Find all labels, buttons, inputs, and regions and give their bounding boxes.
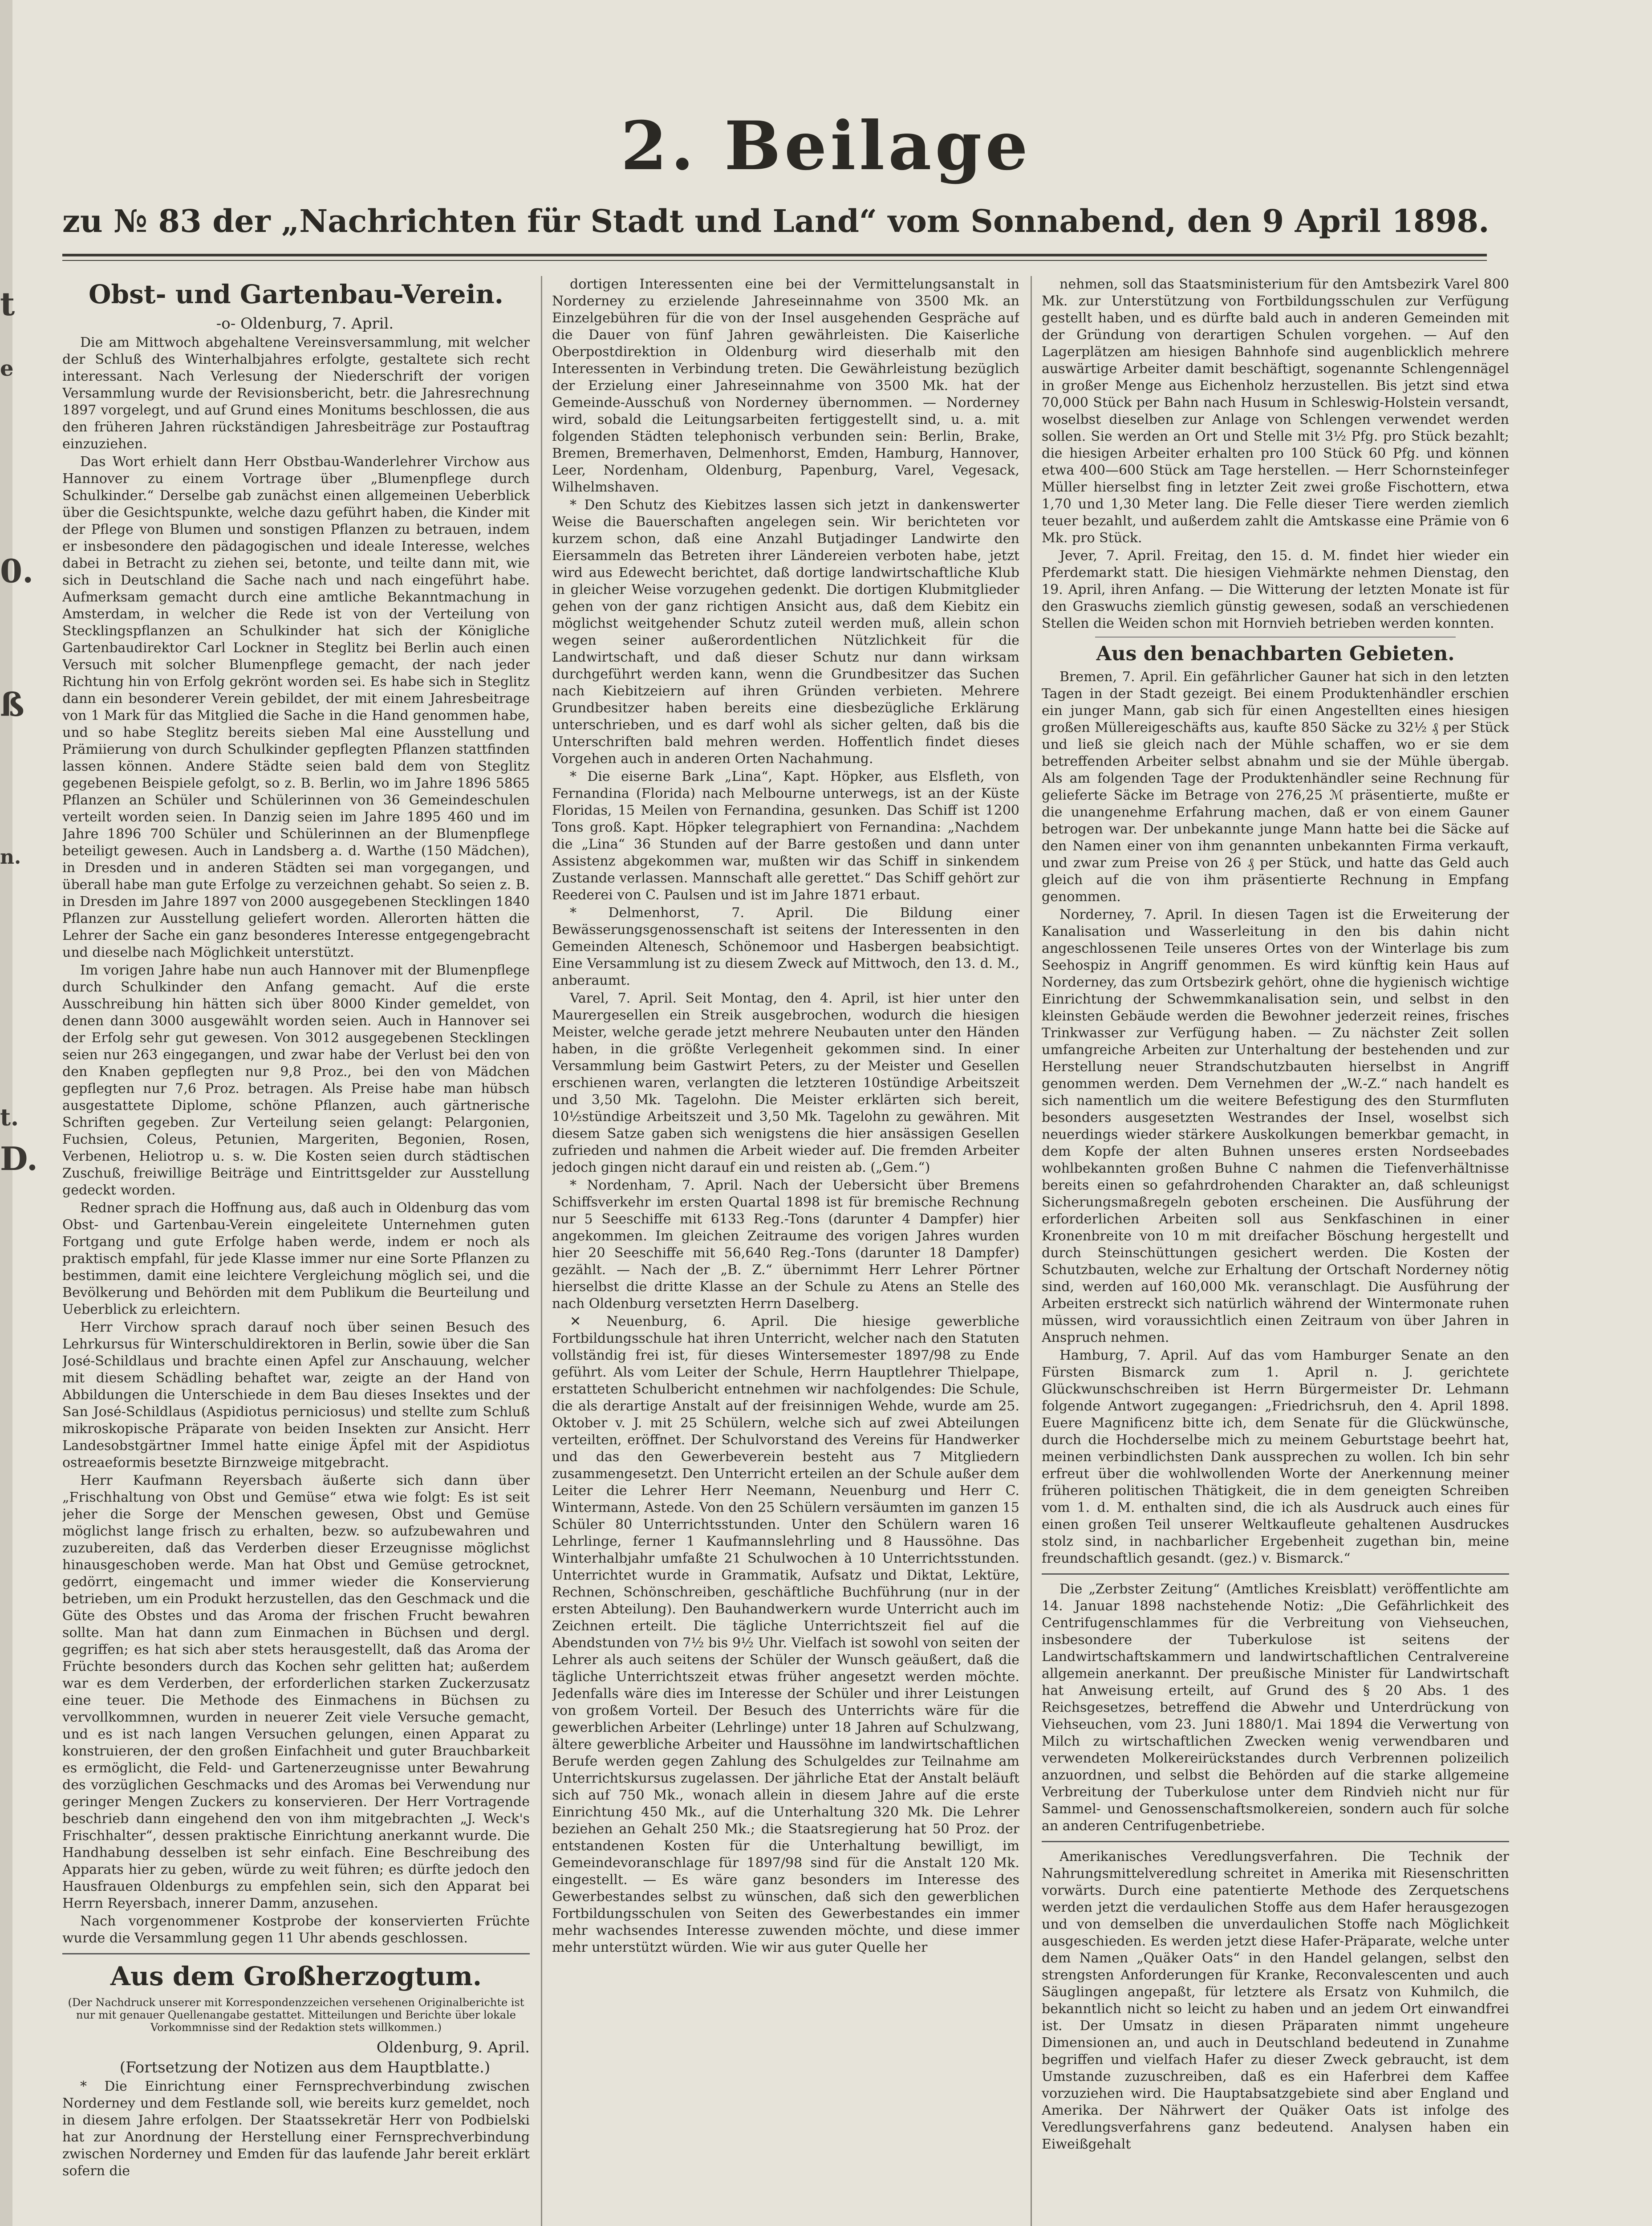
column-3 [1042, 276, 1509, 2226]
section-rule [1095, 637, 1456, 638]
bleed-glyph: t [0, 285, 15, 323]
section-heading: Aus dem Großherzogtum. [110, 1961, 482, 1991]
article-paragraph: Die am Mittwoch abgehaltene Vereinsversammlung, mit welcher der Schluß des Winterhalbjahres erfolgte, gestaltete sich recht interessant. Nach Verlesung der Niederschrift der vorigen Versammlung wurde der Revisionsbericht, betr. die Jahresrechnung 1897 vorgelegt, und auf Grund eines Monitums beschlossen, die aus den früheren Jahren rückständigen Jahresbeiträge zur Postauftrag einzuziehen. [62, 335, 530, 452]
section-rule [62, 1953, 530, 1954]
article-paragraph: nehmen, soll das Staatsministerium für den Amtsbezirk Varel 800 Mk. zur Unterstützung von Fortbildungsschulen zur Verfügung gestellt haben, und es dürfte bald auch in anderen Gemeinden mit der Gründung von derartigen Schulen vorgehen. — Auf den Lagerplätzen am hiesigen Bahnhofe sind augenblicklich mehrere auswärtige Arbeiter damit beschäftigt, sogenannte Schlengennägel in großer Menge aus Eichenholz herzustellen. Bis jetzt sind etwa 70,000 Stück per Bahn nach Husum in Schleswig-Holstein versandt, woselbst dieselben zur Anlage von Schlengen verwendet werden sollen. Sie werden an Ort und Stelle mit 3½ Pfg. pro Stück bezahlt; die hiesigen Arbeiter erhalten pro 100 Stück 60 Pfg. und können etwa 400—600 Stück am Tage herstellen. — Herr Schornsteinfeger Müller hierselbst fing in letzter Zeit zwei große Fischottern, etwa 1,70 und 1,30 Meter lang. Die Felle dieser Tiere werden ziemlich teuer bezahlt, und außerdem zahlt die Amtskasse eine Prämie von 6 Mk. pro Stück. [1042, 276, 1509, 546]
section-rule [1042, 1841, 1509, 1842]
bleed-glyph: 0. [0, 552, 34, 590]
article-paragraph: Das Wort erhielt dann Herr Obstbau-Wanderlehrer Virchow aus Hannover zu einem Vortrage über „Blumenpflege durch Schulkinder.“ Derselbe gab zunächst einen allgemeinen Ueberblick über die Gesichtspunkte, welche dazu geführt haben, die Kinder mit der Pflege von Blumen und sonstigen Pflanzen zu betrauen, indem er insbesondere den pädagogischen und ideale Interesse, welches dabei in Betracht zu ziehen sei, betonte, und teilte dann mit, wie sich in Deutschland die Sache nach und nach eingeführt habe. Aufmerksam gemacht durch eine amtliche Bekanntmachung in Amsterdam, in welcher die Rede ist von der Verteilung von Stecklingspflanzen an Schulkinder hat sich der Königliche Gartenbaudirektor Carl Lockner in Steglitz bei Berlin auch einen Versuch mit solcher Blumenpflege gemacht, der nach jeder Richtung hin von Erfolg gekrönt worden sei. Es habe sich in Steglitz dann ein besonderer Verein gebildet, der mit einem Jahresbeitrage von 1 Mark für das Mitglied die Sache in die Hand genommen habe, und so habe Steglitz bereits sieben Mal eine Ausstellung und Prämiierung von durch Schulkinder gepflegten Pflanzen stattfinden lassen können. Andere Städte seien bald dem von Steglitz gegebenen Beispiele gefolgt, so z. B. Berlin, wo im Jahre 1896 5865 Pflanzen an Schüler und Schülerinnen von 36 Gemeindeschulen verteilt worden seien. In Danzig seien im Jahre 1895 460 und im Jahre 1896 700 Schüler und Schülerinnen an der Blumenpflege beteiligt gewesen. Auch in Landsberg a. d. Warthe (150 Mädchen), in Dresden und in anderen Städten sei man vorgegangen, und überall habe man gute Erfolge zu verzeichnen gehabt. So seien z. B. in Dresden im Jahre 1897 von 2000 ausgegebenen Stecklingen 1840 Pflanzen zur Ausstellung geliefert worden. Allerorten hätten die Lehrer der Sache ein ganz besonderes Interesse entgegengebracht und dieselbe nach Möglichkeit unterstützt. [62, 454, 530, 960]
article-paragraph: * Den Schutz des Kiebitzes lassen sich jetzt in dankenswerter Weise die Bauerschaften angelegen sein. Wir berichteten vor kurzem schon, daß eine Anzahl Butjadinger Landwirte den Eiersammeln das Betreten ihrer Ländereien verboten habe, jetzt wird aus Edewecht berichtet, daß dortige landwirtschaftliche Klub in gleicher Weise vorzugehen gedenkt. Die dortigen Klubmitglieder gehen von der ganz richtigen Ansicht aus, daß dem Kiebitz ein möglichst weitgehender Schutz zuteil werden muß, allein schon wegen seiner außerordentlichen Nützlichkeit für die Landwirtschaft, und daß dieser Schutz nur dann wirksam durchgeführt werden kann, wenn die Grundbesitzer das Suchen nach Kiebitzeiern auf ihren Gründen verbieten. Mehrere Grundbesitzer haben bereits eine diesbezügliche Erklärung unterschrieben, und es darf wohl als sicher gelten, daß bis die Unterschriften bald mehren werden. Hoffentlich findet dieses Vorgehen auch in anderen Orten Nachahmung. [552, 497, 1019, 767]
bleed-glyph: e [0, 356, 14, 381]
article-paragraph: Herr Kaufmann Reyersbach äußerte sich dann über „Frischhaltung von Obst und Gemüse“ etwa wie folgt: Es ist seit jeher die Sorge der Menschen gewesen, Obst und Gemüse möglichst lange frisch zu erhalten, bezw. so aufzubewahren und zuzubereiten, daß das Verderben dieser Erzeugnisse möglichst hinausgeschoben werde. Man hat Obst und Gemüse getrocknet, gedörrt, eingemacht und immer wieder die Konservierung betrieben, um ein Produkt herzustellen, das den Geschmack und die Güte des Obstes und das Aroma der frischen Frucht bewahren sollte. Man hat dann zum Einmachen in Büchsen und dergl. gegriffen; es hat sich aber stets herausgestellt, daß das Aroma der Früchte besonders durch das Kochen sehr gelitten hat; außerdem war es dem Verderben, der erforderlichen starken Zuckerzusatz eine teuer. Die Methode des Einmachens in Büchsen zu vervollkommnen, wurden in neuerer Zeit viele Versuche gemacht, und es ist nach langen Versuchen gelungen, einen Apparat zu konstruieren, der den großen Einfachheit und guter Brauchbarkeit es ermöglicht, die Feld- und Gartenerzeugnisse unter Bewahrung des vorzüglichen Geschmacks und des Aromas bei Verwendung nur geringer Mengen Zuckers zu konservieren. Der Herr Vortragende beschrieb dann eingehend den von ihm mitgebrachten „J. Weck's Frischhalter“, dessen praktische Einrichtung anerkannt wurde. Die Handhabung desselben ist sehr einfach. Eine Beschreibung des Apparats hier zu geben, würde zu weit führen; es dürfte jedoch den Hausfrauen Oldenburgs zu empfehlen sein, sich den Apparat bei Herrn Reyersbach, innerer Damm, anzusehen. [62, 1473, 530, 1911]
article-paragraph: Redner sprach die Hoffnung aus, daß auch in Oldenburg das vom Obst- und Gartenbau-Verein eingeleitete Unternehmen guten Fortgang und gute Erfolge haben werde, indem er noch als praktisch empfahl, für jede Klasse immer nur eine Sorte Pflanzen zu bestimmen, damit eine leichtere Vergleichung möglich sei, und die Bevölkerung und Behörden mit dem Publikum die Beurteilung und Ueberblick zu erleichtern. [62, 1200, 530, 1317]
dateline: -o- Oldenburg, 7. April. [216, 315, 394, 333]
header-rule [62, 254, 1487, 256]
article-paragraph: dortigen Interessenten eine bei der Vermittelungsanstalt in Norderney zu erzielende Jahreseinnahme von 3500 Mk. an Einzelgebühren für die von der Insel ausgehenden Gespräche auf die Dauer von fünf Jahren gewährleisten. Die Kaiserliche Oberpostdirektion in Oldenburg wird dieserhalb mit den Interessenten in Verbindung treten. Die Gewährleistung bezüglich der Erzielung einer Jahreseinnahme von 3500 Mk. hat der Gemeinde-Ausschuß von Norderney übernommen. — Norderney wird, sobald die Leitungsarbeiten fertiggestellt sind, u. a. mit folgenden Städten telephonisch verbunden sein: Berlin, Brake, Bremen, Bremerhaven, Delmenhorst, Emden, Hamburg, Hannover, Leer, Nordenham, Oldenburg, Papenburg, Varel, Vegesack, Wilhelmshaven. [552, 276, 1019, 495]
article-paragraph: * Delmenhorst, 7. April. Die Bildung einer Bewässerungsgenossenschaft ist seitens der Interessenten in den Gemeinden Altenesch, Schönemoor und Hasbergen beabsichtigt. Eine Versammlung ist zu diesem Zweck auf Mittwoch, den 13. d. M., anberaumt. [552, 905, 1019, 988]
column-2 [552, 276, 1019, 2226]
page-subtitle: zu № 83 der „Nachrichten für Stadt und Land“ vom Sonnabend, den 9 April 1898. [62, 203, 1490, 240]
column-separator [1031, 276, 1032, 2226]
article-paragraph: Bremen, 7. April. Ein gefährlicher Gauner hat sich in den letzten Tagen in der Stadt gezeigt. Bei einem Produktenhändler erschien ein junger Mann, gab sich für einen Angestellten eines hiesigen großen Müllereigeschäfts aus, kaufte 850 Säcke zu 32½ ₰ per Stück und ließ sie gleich nach der Mühle schaffen, wo er sie dem betreffenden Arbeiter selbst abnahm und sie der Mühle übergab. Als am folgenden Tage der Produktenhändler seine Rechnung für gelieferte Säcke im Betrage von 276,25 ℳ präsentierte, mußte er die unangenehme Erfahrung machen, daß er von einem Gauner betrogen war. Der unbekannte junge Mann hatte bei die Säcke auf den Namen einer von ihm genannten unbekannten Firma verkauft, und zwar zum Preise von 26 ₰ per Stück, und hatte das Geld auch gleich auf die von ihm präsentierte Rechnung in Empfang genommen. [1042, 669, 1509, 905]
article-paragraph: Herr Virchow sprach darauf noch über seinen Besuch des Lehrkursus für Winterschuldirektoren in Berlin, sowie über die San José-Schildlaus und brachte einen Apfel zur Anschauung, welcher mit diesem Schädling behaftet war, zeigte an der Hand von Abbildungen die Unterschiede in dem Bau dieses Insektes und der San José-Schildlaus (Aspidiotus perniciosus) und stellte zum Schluß mikroskopische Präparate von beiden Insekten zur Ansicht. Herr Landesobstgärtner Immel hatte einige Äpfel mit der Aspidiotus ostreaeformis besetzte Birnzweige mitgebracht. [62, 1320, 530, 1470]
article-paragraph: Norderney, 7. April. In diesen Tagen ist die Erweiterung der Kanalisation und Wasserleitung in den bis dahin nicht angeschlossenen Teile unseres Ortes von der Winterlage bis zum Seehospiz in Angriff genommen. Es wird künftig kein Haus auf Norderney, das zum Ortsbezirk gehört, ohne die hygienisch wichtige Einrichtung der Schwemmkanalisation sein, und selbst in den kleinsten Gebäude werden die Bewohner jederzeit reines, frisches Trinkwasser zur Verfügung haben. — Zu nächster Zeit sollen umfangreiche Arbeiten zur Unterhaltung der bestehenden und zur Herstellung neuer Strandschutzbauten hierselbst in Angriff genommen werden. Dem Vernehmen der „W.-Z.“ nach handelt es sich namentlich um die weitere Befestigung des den Sturmfluten besonders ausgesetzten Westrandes der Insel, woselbst sich neuerdings wieder stärkere Auskolkungen bemerkbar gemacht, in dem Kopfe der alten Buhnen unseres ersten Nordseebades wohlbekannten großen Buhne C nahmen die Tiefenverhältnisse bereits einen so gefahrdrohenden Charakter an, daß schleunigst Sicherungsmaßregeln geboten erscheinen. Die Ausführung der erforderlichen Arbeiten soll aus Senkfaschinen in einer Kronenbreite von 10 m mit dreifacher Böschung hergestellt und durch Steinschüttungen gesichert werden. Die Kosten der Schutzbauten, welche zur Erhaltung der Ortschaft Norderney nötig sind, werden auf 160,000 Mk. veranschlagt. Die Ausführung der Arbeiten erstreckt sich natürlich während der Wintermonate ruhen müssen, wird voraussichtlich einen Zeitraum von über Jahren in Anspruch nehmen. [1042, 907, 1509, 1345]
continuation-note: (Fortsetzung der Notizen aus dem Hauptblatte.) [119, 2059, 491, 2076]
reprint-note: (Der Nachdruck unserer mit Korrespondenzzeichen versehenen Originalberichte ist nur mit genauer Quellenangabe gestattet. Mitteilungen und Berichte über lokale Vorkommnisse sind der Redaktion stets willkommen.) [68, 1996, 524, 2034]
column-1 [62, 276, 530, 2226]
article-paragraph: * Die eiserne Bark „Lina“, Kapt. Höpker, aus Elsfleth, von Fernandina (Florida) nach Melbourne unterwegs, ist an der Küste Floridas, 15 Meilen von Fernandina, gesunken. Das Schiff ist 1200 Tons groß. Kapt. Höpker telegraphiert von Fernandina: „Nachdem die „Lina“ 36 Stunden auf der Barre gestoßen und dann unter Assistenz abgekommen war, mußten wir das Schiff in sinkendem Zustande verlassen. Mannschaft alle gerettet.“ Das Schiff gehört zur Reederei von C. Paulsen und ist im Jahre 1871 erbaut. [552, 769, 1019, 903]
article-paragraph: Varel, 7. April. Seit Montag, den 4. April, ist hier unter den Maurergesellen ein Streik ausgebrochen, wodurch die hiesigen Meister, welche gerade jetzt mehrere Neubauten unter den Händen haben, in die größte Verlegenheit gekommen sind. In einer Versammlung beim Gastwirt Peters, zu der Meister und Gesellen erschienen waren, verlangten die letzteren 10stündige Arbeitszeit und 3,50 Mk. Tagelohn. Die Meister erklärten sich bereit, 10½stündige Arbeitszeit und 3,50 Mk. Tagelohn zu gewähren. Mit diesem Satze gaben sich wenigstens die hier ansässigen Gesellen zufrieden und nahmen die Arbeit wieder auf. Die fremden Arbeiter jedoch gingen nicht darauf ein und reisten ab. („Gem.“) [552, 991, 1019, 1175]
article-paragraph: Im vorigen Jahre habe nun auch Hannover mit der Blumenpflege durch Schulkinder den Anfang gemacht. Auf die erste Ausschreibung hin hätten sich über 8000 Kinder gemeldet, von denen dann 3000 ausgewählt worden seien. Auch in Hannover sei der Erfolg sehr gut gewesen. Von 3012 ausgegebenen Stecklingen seien nur 263 eingegangen, und zwar habe der Verlust bei den von den Knaben gepflegten nur 9,8 Proz., bei den von Mädchen gepflegten nur 7,6 Proz. betragen. Als Preise habe man hübsch ausgestattete Diplome, schöne Pflanzen, auch gärtnerische Schriften gegeben. Zur Verteilung seien gelangt: Pelargonien, Fuchsien, Coleus, Petunien, Margeriten, Begonien, Rosen, Verbenen, Heliotrop u. s. w. Die Kosten seien durch städtischen Zuschuß, freiwillige Beiträge und Eintrittsgelder zur Ausstellung gedeckt worden. [62, 963, 530, 1198]
section-rule [1042, 1573, 1509, 1575]
article-paragraph: Hamburg, 7. April. Auf das vom Hamburger Senate an den Fürsten Bismarck zum 1. April n. J. gerichtete Glückwunschschreiben ist Herrn Bürgermeister Dr. Lehmann folgende Antwort zugegangen: „Friedrichsruh, den 4. April 1898. Euere Magnificenz bitte ich, dem Senate für die Glückwünsche, durch die Hochderselbe mich zu meinem Geburtstage beehrt hat, meinen verbindlichsten Dank aussprechen zu wollen. Ich bin sehr erfreut über die wohlwollenden Worte der Anerkennung meiner früheren politischen Thätigkeit, die in dem geneigten Schreiben vom 1. d. M. enthalten sind, die ich als Ausdruck auch eines für einen großen Teil unserer Weltkaufleute gehaltenen Ausdruckes stolz sind, in nachbarlicher Ergebenheit zugethan bin, meine freundschaftlich gesandt. (gez.) v. Bismarck.“ [1042, 1348, 1509, 1566]
page-title: 2. Beilage [621, 107, 1031, 185]
dateline: Oldenburg, 9. April. [376, 2039, 530, 2056]
article-paragraph: * Nordenham, 7. April. Nach der Uebersicht über Bremens Schiffsverkehr im ersten Quartal 1898 ist für bremische Rechnung nur 5 Seeschiffe mit 6133 Reg.-Tons (darunter 4 Dampfer) hier angekommen. Im gleichen Zeitraume des vorigen Jahres wurden hier 20 Seeschiffe mit 56,640 Reg.-Tons (darunter 18 Dampfer) gezählt. — Nach der „B. Z.“ übernimmt Herr Lehrer Pörtner hierselbst die dritte Klasse an der Schule zu Atens an Stelle des nach Oldenburg versetzten Herrn Daselberg. [552, 1178, 1019, 1312]
bleed-glyph: ß [0, 686, 24, 723]
article-paragraph: Nach vorgenommener Kostprobe der konservierten Früchte wurde die Versammlung gegen 11 Uhr abends geschlossen. [62, 1913, 530, 1946]
section-heading: Aus den benachbarten Gebieten. [1096, 642, 1455, 665]
column-separator [541, 276, 542, 2226]
section-heading: Obst- und Gartenbau-Verein. [89, 279, 503, 309]
article-paragraph: Amerikanisches Veredlungsverfahren. Die Technik der Nahrungsmittelveredlung schreitet in Amerika mit Riesenschritten vorwärts. Durch eine patentierte Methode des Zerquetschens werden jetzt die verdaulichen Stoffe aus dem Hafer herausgezogen und von demselben die unverdaulichen Stoffe nach Möglichkeit ausgeschieden. Es werden jetzt diese Hafer-Präparate, welche unter dem Namen „Quäker Oats“ in den Handel gelangen, selbst den strengsten Anforderungen für Kranke, Reconvalescenten und auch Säuglingen angepaßt, für letztere als Ersatz von Kuhmilch, die bekanntlich nicht so leicht zu haben und an jedem Ort einwandfrei ist. Der Umsatz in diesen Präparaten nimmt ungeheure Dimensionen an, und auch in Deutschland bedeutend in Zunahme begriffen und vielfach Hafer zu dieser Zweck gebraucht, ist dem Umstande zuzuschreiben, daß es ein Haferbrei dem Kaffee vorzuziehen wird. Die Hauptabsatzgebiete sind aber England und Amerika. Der Nährwert der Quäker Oats ist infolge des Veredlungsverfahrens ganz bedeutend. Analysen haben ein Eiweißgehalt [1042, 1849, 1509, 2152]
article-paragraph: ✕ Neuenburg, 6. April. Die hiesige gewerbliche Fortbildungsschule hat ihren Unterricht, welcher nach den Statuten vollständig frei ist, für dieses Wintersemester 1897/98 zu Ende geführt. Als vom Leiter der Schule, Herrn Hauptlehrer Thielpape, erstatteten Schulbericht entnehmen wir nachfolgendes: Die Schule, die als derartige Anstalt auf der freisinnigen Wehde, wurde am 25. Oktober v. J. mit 25 Schülern, welche sich auf zwei Abteilungen verteilten, eröffnet. Der Schulvorstand des Vereins für Handwerker und das den Gewerbeverein besteht aus 7 Mitgliedern zusammengesetzt. Den Unterricht erteilen an der Schule außer dem Leiter die Lehrer Herr Neemann, Neuenburg und Herr C. Wintermann, Astede. Von den 25 Schülern versäumten im ganzen 15 Schüler 80 Unterrichtsstunden. Unter den Schülern waren 16 Lehrlinge, ferner 1 Kaufmannslehrling und 8 Haussöhne. Das Winterhalbjahr umfaßte 21 Schulwochen à 10 Unterrichtsstunden. Unterrichtet wurde in Grammatik, Aufsatz und Diktat, Lektüre, Rechnen, Schönschreiben, geschäftliche Buchführung (nur in der ersten Abteilung). Den Bauhandwerkern wurde Unterricht auch im Zeichnen erteilt. Die tägliche Unterrichtszeit fiel auf die Abendstunden von 7½ bis 9½ Uhr. Vielfach ist sowohl von seiten der Lehrer als auch seitens der Schüler der Wunsch geäußert, daß die tägliche Unterrichtszeit etwas früher angesetzt werden möchte. Jedenfalls wäre dies im Interesse der Schüler und ihrer Leistungen von großem Vorteil. Der Besuch des Unterrichts wäre für die gewerblichen Arbeiter (Lehrlinge) unter 18 Jahren auf Schulzwang, ältere gewerbliche Arbeiter und Haussöhne im landwirtschaftlichen Berufe werden gegen Zahlung des Schulgeldes zur Teilnahme am Unterrichtskursus zugelassen. Der jährliche Etat der Anstalt beläuft sich auf 750 Mk., wonach allein in diesem Jahre auf die erste Einrichtung 450 Mk., auf die Unterhaltung 320 Mk. Die Lehrer beziehen an Gehalt 250 Mk.; die Staatsregierung hat 50 Proz. der entstandenen Kosten für die Unterhaltung bewilligt, im Gemeindevoranschlage für 1897/98 sind für die Anstalt 120 Mk. eingestellt. — Es wäre ganz besonders im Interesse des Gewerbestandes selbst zu wünschen, daß sich den gewerblichen Fortbildungsschulen von Seiten des Gewerbestandes ein immer mehr wachsendes Interesse zuwenden möchte, und diese immer mehr unterstützt würden. Wie wir aus guter Quelle her [552, 1314, 1019, 1955]
bleed-glyph: t. [0, 1104, 19, 1131]
article-paragraph: * Die Einrichtung einer Fernsprechverbindung zwischen Norderney und dem Festlande soll, wie bereits kurz gemeldet, noch in diesem Jahre erfolgen. Der Staatssekretär Herr von Podbielski hat zur Anordnung der Herstellung einer Fernsprechverbindung zwischen Norderney und Emden für das laufende Jahr bereit erklärt sofern die [62, 2079, 530, 2179]
bleed-glyph: n. [0, 846, 21, 869]
bleed-glyph: D. [0, 1140, 38, 1178]
header-rule-thin [62, 260, 1487, 261]
article-paragraph: Die „Zerbster Zeitung“ (Amtliches Kreisblatt) veröffentlichte am 14. Januar 1898 nachstehende Notiz: „Die Gefährlichkeit des Centrifugenschlammes für die Verbreitung von Viehseuchen, insbesondere der Tuberkulose ist seitens der Landwirtschaftskammern und landwirtschaftlichen Centralvereine allgemein anerkannt. Der preußische Minister für Landwirtschaft hat Anweisung erteilt, auf Grund des § 20 Abs. 1 des Reichsgesetzes, betreffend die Abwehr und Unterdrückung von Viehseuchen, vom 23. Juni 1880/1. Mai 1894 die Verwertung von Milch zu wirtschaftlichen Zwecken wenig verwendbaren und verwendeten Molkereirückstandes durch Verbrennen polizeilich anzuordnen, und selbst die Behörden auf die starke allgemeine Verbreitung der Tuberkulose unter dem Rindvieh nicht nur für Sammel- und Genossenschaftsmolkereien, sondern auch für solche an anderen Centrifugenbetriebe. [1042, 1581, 1509, 1834]
article-paragraph: Jever, 7. April. Freitag, den 15. d. M. findet hier wieder ein Pferdemarkt statt. Die hiesigen Viehmärkte nehmen Dienstag, den 19. April, ihren Anfang. — Die Witterung der letzten Monate ist für den Graswuchs ziemlich günstig gewesen, sodaß an verschiedenen Stellen die Weiden schon mit Hornvieh betrieben werden konnten. [1042, 548, 1509, 631]
